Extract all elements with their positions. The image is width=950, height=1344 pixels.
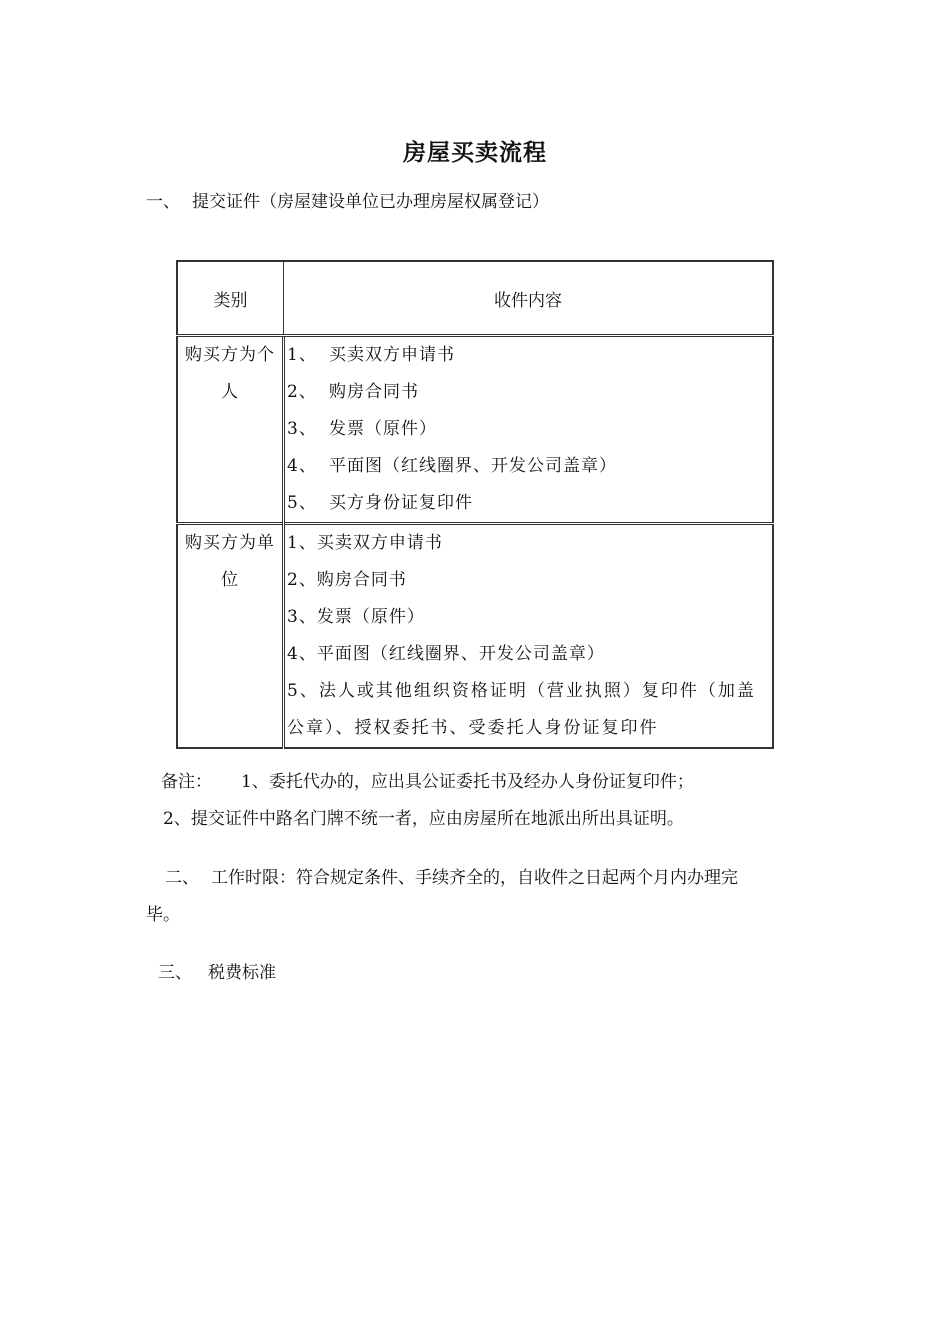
documents-table <box>176 260 774 749</box>
header-category: 类别 <box>177 261 284 336</box>
item-text: 发票（原件） <box>329 419 437 439</box>
item-mark: 2、 <box>287 570 317 590</box>
list-item <box>285 374 772 411</box>
section-2-text: 工作时限：符合规定条件、手续齐全的，自收件之日起两个月内办理完 <box>211 868 738 888</box>
document-title: 房屋买卖流程 <box>403 140 547 166</box>
category-company: 购买方为单位 <box>185 533 275 590</box>
contents-cell <box>284 524 774 749</box>
section-2-heading <box>165 866 738 890</box>
list-item <box>285 448 772 485</box>
item-mark: 1、 <box>287 533 317 553</box>
section-2-continuation: 毕。 <box>146 905 180 925</box>
item-mark: 1、 <box>287 345 317 365</box>
list-item <box>285 562 772 599</box>
item-mark: 4、 <box>287 456 317 476</box>
table-header-row <box>177 261 773 336</box>
item-text: 买卖双方申请书 <box>329 345 455 365</box>
section-1-text: 提交证件（房屋建设单位已办理房屋权属登记） <box>192 192 549 212</box>
item-text: 买卖双方申请书 <box>316 533 443 553</box>
contents-cell <box>284 336 774 524</box>
item-text: 法人或其他组织资格证明（营业执照）复印件（加盖公章）、授权委托书、受委托人身份证复印件 <box>287 681 756 738</box>
item-text: 平面图（红线圈界、开发公司盖章） <box>329 456 617 476</box>
section-1-heading <box>146 190 549 214</box>
section-2-number: 二、 <box>165 868 199 888</box>
item-text: 购房合同书 <box>316 570 407 590</box>
item-text: 买方身份证复印件 <box>329 493 473 513</box>
category-cell <box>177 336 284 524</box>
item-text: 发票（原件） <box>316 607 425 627</box>
table-row <box>177 524 773 749</box>
category-cell <box>177 524 284 749</box>
list-item <box>285 636 772 673</box>
header-contents: 收件内容 <box>284 261 774 336</box>
item-mark: 2、 <box>287 382 317 402</box>
item-mark: 4、 <box>287 644 317 664</box>
item-mark: 3、 <box>287 419 317 439</box>
note-line-2: 2、提交证件中路名门牌不统一者，应由房屋所在地派出所出具证明。 <box>163 809 684 829</box>
item-mark: 5、 <box>287 681 319 701</box>
item-text: 购房合同书 <box>329 382 419 402</box>
note-label: 备注： <box>161 772 212 792</box>
list-item <box>285 525 772 562</box>
table-row <box>177 336 773 524</box>
list-item <box>285 337 772 374</box>
list-item <box>285 673 772 747</box>
list-item <box>285 599 772 636</box>
note-line-1 <box>161 770 694 794</box>
section-1-number: 一、 <box>146 192 180 212</box>
note-1-text: 1、委托代办的，应出具公证委托书及经办人身份证复印件； <box>241 772 694 792</box>
item-mark: 3、 <box>287 607 317 627</box>
item-mark: 5、 <box>287 493 317 513</box>
category-personal: 购买方为个人 <box>185 345 275 402</box>
list-item <box>285 485 772 522</box>
list-item <box>285 411 772 448</box>
section-3-heading <box>158 961 276 985</box>
item-text: 平面图（红线圈界、开发公司盖章） <box>316 644 605 664</box>
section-3-text: 税费标准 <box>208 963 276 983</box>
section-3-number: 三、 <box>158 963 192 983</box>
